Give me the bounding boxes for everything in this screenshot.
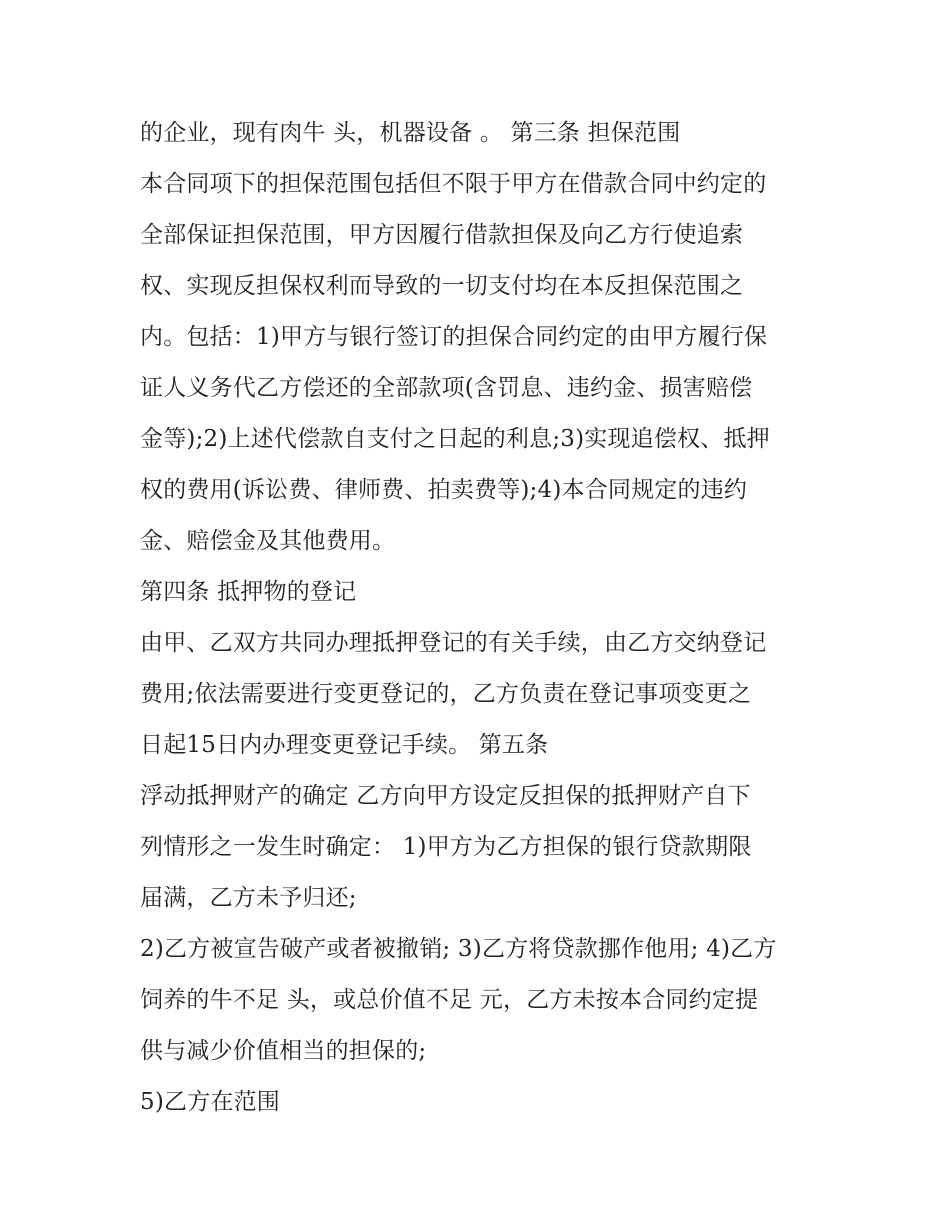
text-line: 浮动抵押财产的确定 乙方向甲方设定反担保的抵押财产自下 <box>140 783 751 809</box>
text-line: 金等);2)上述代偿款自支付之日起的利息;3)实现追偿权、抵押 <box>140 426 770 452</box>
text-line: 内。包括：1)甲方与银行签订的担保合同约定的由甲方履行保 <box>140 324 768 350</box>
text-line: 权的费用(诉讼费、律师费、拍卖费等);4)本合同规定的违约 <box>140 477 748 503</box>
text-line: 5)乙方在范围 <box>140 1089 281 1115</box>
text-line: 权、实现反担保权利而导致的一切支付均在本反担保范围之 <box>140 273 744 299</box>
text-line: 全部保证担保范围，甲方因履行借款担保及向乙方行使追索 <box>140 222 744 248</box>
text-line: 届满，乙方未予归还; <box>140 885 357 911</box>
text-line: 本合同项下的担保范围包括但不限于甲方在借款合同中约定的 <box>140 171 767 197</box>
text-line: 费用;依法需要进行变更登记的，乙方负责在登记事项变更之 <box>140 681 752 707</box>
text-line: 由甲、乙双方共同办理抵押登记的有关手续，由乙方交纳登记 <box>140 630 767 656</box>
text-line: 2)乙方被宣告破产或者被撤销; 3)乙方将贷款挪作他用; 4)乙方 <box>140 936 777 962</box>
section-heading: 第四条 抵押物的登记 <box>140 579 357 605</box>
text-line: 饲养的牛不足 头，或总价值不足 元，乙方未按本合同约定提 <box>140 987 759 1013</box>
text-line: 的企业，现有肉牛 头，机器设备 。 第三条 担保范围 <box>140 120 681 146</box>
text-line: 供与减少价值相当的担保的; <box>140 1038 427 1064</box>
document-body <box>140 108 830 1128</box>
text-line: 列情形之一发生时确定： 1)甲方为乙方担保的银行贷款期限 <box>140 834 752 860</box>
text-line: 日起15日内办理变更登记手续。 第五条 <box>140 732 549 758</box>
text-line: 证人义务代乙方偿还的全部款项(含罚息、违约金、损害赔偿 <box>140 375 753 401</box>
text-line: 金、赔偿金及其他费用。 <box>140 528 396 554</box>
